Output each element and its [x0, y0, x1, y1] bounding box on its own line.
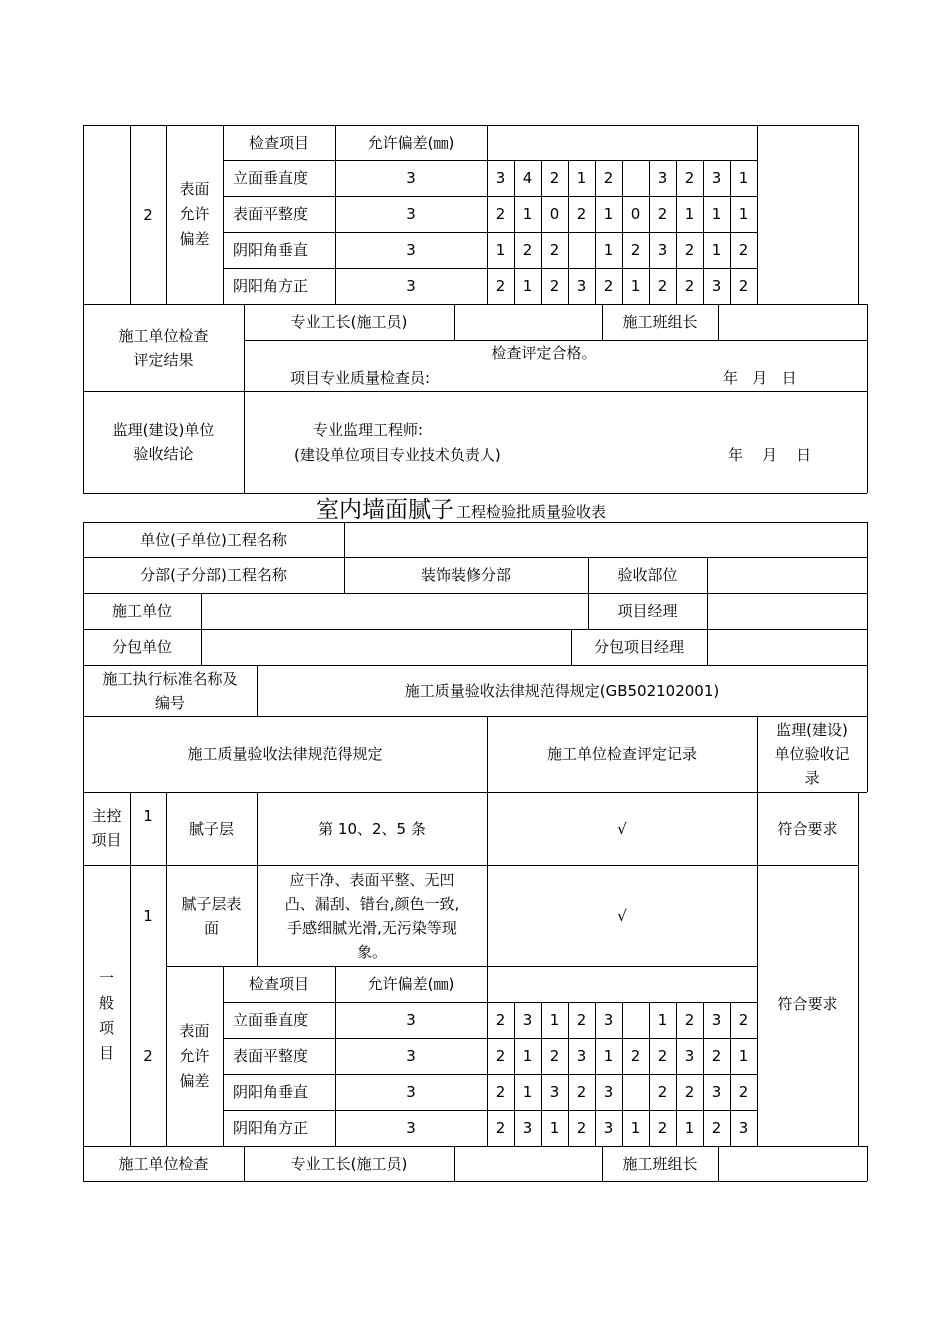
general-conform: 符合要求 [777, 994, 838, 1013]
measured-value: 0 [549, 205, 560, 223]
measured-value: 2 [495, 1119, 506, 1137]
main-item-check: √ [617, 819, 627, 838]
supervision-engineer-label: 专业监理工程师: [313, 421, 424, 439]
allowed-deviation-value: 3 [406, 205, 416, 223]
form-title-sub: 工程检验批质量验收表 [456, 503, 607, 521]
allowed-deviation-header: 允许偏差(㎜) [367, 133, 455, 152]
measured-value: 1 [603, 205, 614, 223]
construction-unit-label: 施工单位 [111, 602, 172, 620]
main-item-number: 1 [143, 807, 153, 825]
measured-value [622, 1002, 649, 1038]
form-title-main: 室内墙面腻子 [316, 497, 454, 523]
check-item-label: 阴阳角垂直 [233, 241, 309, 259]
allowed-deviation-value: 3 [406, 169, 416, 187]
measured-value: 2 [549, 241, 560, 259]
measured-value: 1 [684, 205, 695, 223]
general-item2-category: 表面 允许 偏差 [179, 1021, 210, 1090]
measured-value: 2 [603, 169, 614, 187]
tolerance-category: 表面 允许 偏差 [179, 180, 210, 248]
measured-value: 2 [657, 1119, 668, 1137]
measured-value: 1 [711, 205, 722, 223]
measured-value: 3 [522, 1119, 533, 1137]
item-number: 2 [143, 205, 153, 224]
measured-value: 2 [738, 1011, 749, 1029]
measured-value: 1 [549, 1119, 560, 1137]
measured-value: 3 [657, 241, 668, 259]
sub-project-value: 装饰装修分部 [420, 566, 511, 584]
supervision-record-header: 监理(建设) 单位验收记 录 [774, 721, 850, 787]
project-manager-label: 项目经理 [617, 602, 678, 620]
builder-result-label: 施工单位检查 评定结果 [118, 326, 209, 369]
measured-value: 2 [495, 1083, 506, 1101]
measured-value: 2 [549, 169, 560, 187]
allowed-deviation-value: 3 [406, 241, 416, 259]
measured-value: 1 [495, 241, 506, 259]
measured-value: 1 [603, 1047, 614, 1065]
general-item1-spec: 应干净、表面平整、无凹 凸、漏刮、错台,颜色一致, 手感细腻光滑,无污染等现 象。 [284, 870, 460, 961]
team-leader-label-2: 施工班组长 [622, 1154, 698, 1173]
measured-value: 2 [657, 1047, 668, 1065]
measured-value: 3 [576, 1047, 587, 1065]
main-control-label: 主控 项目 [91, 807, 122, 849]
general-item2-number: 2 [143, 1047, 153, 1065]
main-item-name: 腻子层 [188, 819, 234, 838]
measured-value: 1 [522, 1047, 533, 1065]
general-item1-number: 1 [143, 906, 153, 925]
measured-value: 1 [603, 241, 614, 259]
quality-inspector-label: 项目专业质量检查员: [290, 369, 431, 387]
measured-value: 2 [495, 205, 506, 223]
main-item-conform: 符合要求 [777, 819, 838, 838]
measured-value: 1 [576, 169, 587, 187]
measured-value: 2 [738, 241, 749, 259]
measured-value: 3 [603, 1083, 614, 1101]
subcontract-manager-label: 分包项目经理 [593, 638, 684, 656]
measured-value: 2 [576, 1083, 587, 1101]
measured-value: 2 [684, 169, 695, 187]
measured-value: 2 [522, 241, 533, 259]
measured-value: 3 [738, 1119, 749, 1137]
measured-value: 4 [522, 169, 533, 187]
measured-value: 1 [630, 1119, 641, 1137]
measured-value: 1 [522, 277, 533, 295]
check-item-label: 表面平整度 [233, 205, 309, 223]
measured-value: 2 [738, 1083, 749, 1101]
measured-value: 3 [495, 169, 506, 187]
form-title [316, 494, 606, 524]
measured-value: 2 [495, 277, 506, 295]
measured-value: 2 [657, 277, 668, 295]
team-leader-label: 施工班组长 [622, 313, 698, 331]
measured-value: 2 [684, 241, 695, 259]
measured-value: 2 [684, 1083, 695, 1101]
allowed-deviation-value: 3 [406, 1011, 416, 1029]
general-items-label: 一 般 项 目 [98, 968, 114, 1062]
measured-value: 1 [657, 1011, 668, 1029]
check-item-label: 阴阳角方正 [233, 277, 309, 295]
measured-value: 1 [549, 1011, 560, 1029]
owner-tech-label: (建设单位项目专业技术负责人) [294, 446, 501, 464]
allowed-deviation-header-2: 允许偏差(㎜) [367, 975, 455, 993]
measured-value: 3 [711, 1083, 722, 1101]
measured-value: 2 [684, 277, 695, 295]
acceptance-part-label: 验收部位 [617, 566, 678, 584]
measured-value: 1 [738, 169, 749, 187]
allowed-deviation-value: 3 [406, 277, 416, 295]
measured-value: 3 [684, 1047, 695, 1065]
check-item-label: 立面垂直度 [233, 1011, 309, 1029]
sub-project-label: 分部(子分部)工程名称 [140, 566, 287, 584]
measured-value: 3 [549, 1083, 560, 1101]
measured-value: 3 [711, 169, 722, 187]
measured-value: 1 [630, 277, 641, 295]
check-item-label: 表面平整度 [233, 1047, 309, 1065]
measured-value: 3 [603, 1011, 614, 1029]
measured-value: 1 [738, 205, 749, 223]
measured-value: 3 [576, 277, 587, 295]
spec-header: 施工质量验收法律规范得规定 [187, 745, 383, 763]
measured-value: 2 [576, 1011, 587, 1029]
measured-value: 2 [495, 1011, 506, 1029]
qualified-text: 检查评定合格。 [491, 344, 597, 362]
measured-value: 2 [657, 205, 668, 223]
record-header: 施工单位检查评定记录 [546, 745, 697, 763]
measured-value: 2 [576, 205, 587, 223]
foreman-label: 专业工长(施工员) [290, 313, 408, 331]
measured-value [622, 160, 649, 196]
measured-value: 2 [711, 1119, 722, 1137]
measured-value: 3 [711, 1011, 722, 1029]
standard-value: 施工质量验收法律规范得规定(GB502102001) [404, 681, 720, 700]
allowed-deviation-value: 3 [406, 1119, 416, 1137]
general-item1-name: 腻子层表 面 [181, 894, 242, 937]
measured-value: 2 [738, 277, 749, 295]
measured-value: 1 [522, 205, 533, 223]
measured-value: 2 [657, 1083, 668, 1101]
measured-value: 2 [549, 1047, 560, 1065]
result-date: 年 月 日 [723, 369, 797, 387]
allowed-deviation-value: 3 [406, 1047, 416, 1065]
measured-value: 1 [522, 1083, 533, 1101]
standard-label: 施工执行标准名称及 编号 [102, 669, 238, 712]
measured-value: 1 [684, 1119, 695, 1137]
measured-value: 0 [630, 205, 641, 223]
check-item-label: 立面垂直度 [233, 169, 309, 187]
check-item-header: 检查项目 [248, 133, 309, 152]
measured-value: 3 [603, 1119, 614, 1137]
builder-check-label: 施工单位检查 [118, 1154, 209, 1173]
allowed-deviation-value: 3 [406, 1083, 416, 1101]
main-item-clause: 第 10、2、5 条 [318, 819, 426, 838]
measured-value: 1 [711, 241, 722, 259]
measured-value: 2 [495, 1047, 506, 1065]
general-item1-check: √ [617, 906, 627, 925]
measured-value: 2 [603, 277, 614, 295]
measured-value [568, 232, 595, 268]
supervision-label: 监理(建设)单位 验收结论 [112, 421, 215, 463]
subcontract-unit-label: 分包单位 [111, 638, 172, 656]
check-item-label: 阴阳角方正 [233, 1119, 309, 1137]
measured-value: 2 [684, 1011, 695, 1029]
measured-value: 3 [711, 277, 722, 295]
measured-value: 2 [576, 1119, 587, 1137]
check-item-header-2: 检查项目 [248, 975, 309, 993]
supervision-date: 年 月 日 [728, 446, 812, 464]
measured-value: 1 [738, 1047, 749, 1065]
measured-value: 2 [711, 1047, 722, 1065]
foreman-label-2: 专业工长(施工员) [290, 1154, 408, 1173]
check-item-label: 阴阳角垂直 [233, 1083, 309, 1101]
unit-project-label: 单位(子单位)工程名称 [140, 530, 287, 549]
measured-value: 2 [630, 1047, 641, 1065]
measured-value: 3 [657, 169, 668, 187]
measured-value: 2 [549, 277, 560, 295]
measured-value [622, 1074, 649, 1110]
measured-value: 3 [522, 1011, 533, 1029]
measured-value: 2 [630, 241, 641, 259]
